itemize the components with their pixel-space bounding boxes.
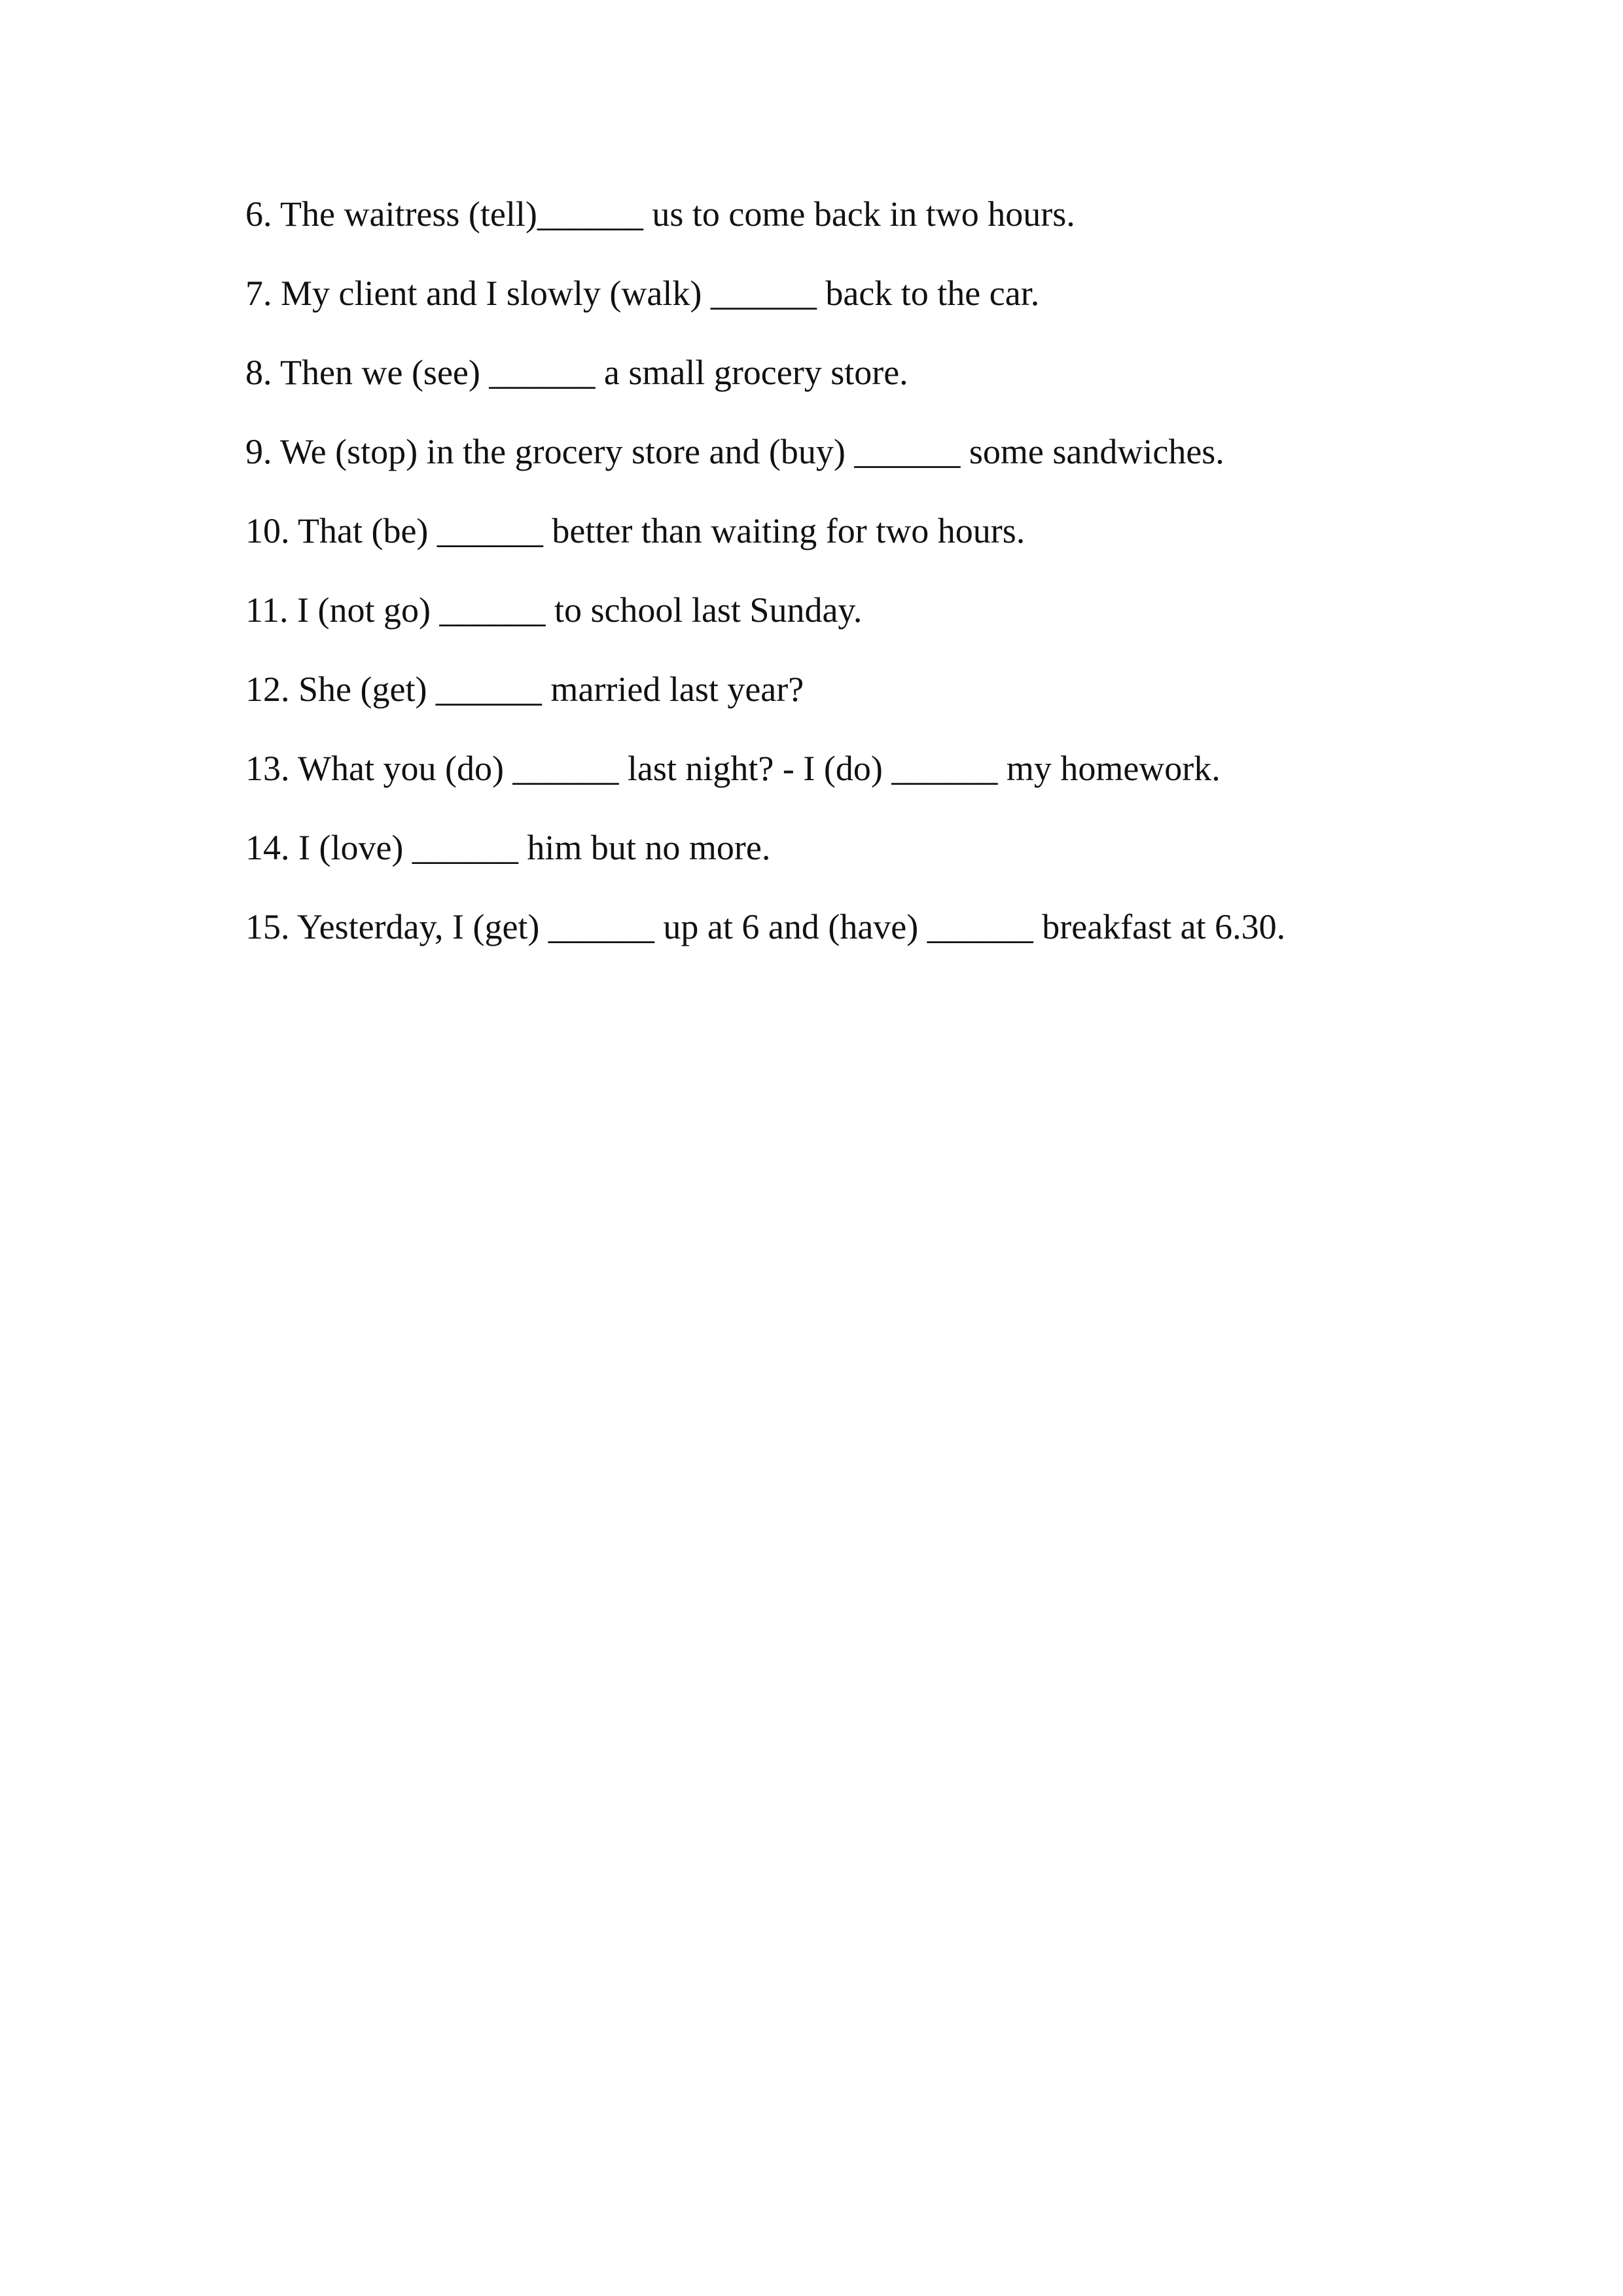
exercise-item: 6. The waitress (tell)______ us to come back in two hours.: [245, 194, 1075, 234]
exercise-item: 11. I (not go) ______ to school last Sunday.: [245, 590, 863, 630]
exercise-item: 8. Then we (see) ______ a small grocery store.: [245, 353, 908, 392]
exercise-item: 10. That (be) ______ better than waiting for two hours.: [245, 511, 1026, 550]
exercise-item: 13. What you (do) ______ last night? - I (do) ______ my homework.: [245, 749, 1221, 788]
exercise-item: 15. Yesterday, I (get) ______ up at 6 and (have) ______ breakfast at 6.30.: [245, 907, 1286, 946]
exercise-item: 9. We (stop) in the grocery store and (buy) ______ some sandwiches.: [245, 432, 1224, 471]
exercise-item: 7. My client and I slowly (walk) ______ back to the car.: [245, 274, 1040, 313]
exercise-list: [245, 194, 1489, 986]
exercise-item: 14. I (love) ______ him but no more.: [245, 828, 771, 867]
exercise-item: 12. She (get) ______ married last year?: [245, 670, 804, 709]
